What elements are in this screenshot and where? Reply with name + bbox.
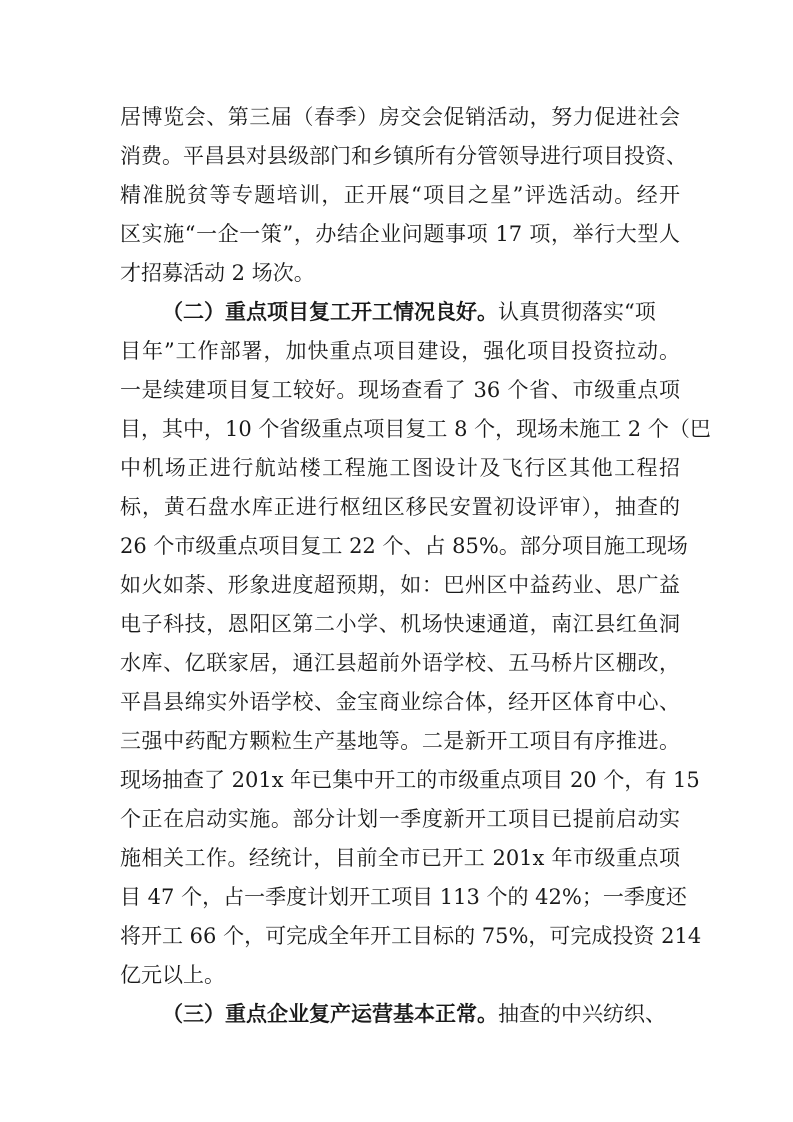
- paragraph-line: 标，黄石盘水库正进行枢纽区移民安置初设评审），抽查的: [120, 495, 680, 519]
- paragraph-line: 三强中药配方颗粒生产基地等。二是新开工项目有序推进。: [120, 729, 680, 753]
- paragraph-line: 平昌县绵实外语学校、金宝商业综合体，经开区体育中心、: [120, 690, 680, 714]
- section-heading-line: [162, 299, 680, 325]
- section-heading-3: （三）重点企业复产运营基本正常。: [162, 1001, 498, 1026]
- paragraph-line: 区实施“一企一策”，办结企业问题事项 17 项，举行大型人: [120, 222, 680, 246]
- section-heading-2: （二）重点项目复工开工情况良好。: [162, 299, 498, 324]
- section-heading-line: [162, 1001, 680, 1027]
- paragraph-line: 精准脱贫等专题培训，正开展“项目之星”评选活动。经开: [120, 183, 680, 207]
- paragraph-line: 现场抽查了 201x 年已集中开工的市级重点项目 20 个，有 15: [120, 768, 700, 792]
- paragraph-line: 居博览会、第三届（春季）房交会促销活动，努力促进社会: [120, 105, 680, 129]
- paragraph-line: 施相关工作。经统计，目前全市已开工 201x 年市级重点项: [120, 846, 680, 870]
- paragraph-line: 26 个市级重点项目复工 22 个、占 85%。部分项目施工现场: [120, 534, 688, 558]
- paragraph-text: 抽查的中兴纺织、: [498, 1002, 666, 1026]
- paragraph-line: 目年”工作部署，加快重点项目建设，强化项目投资拉动。: [120, 339, 680, 363]
- paragraph-line: 目，其中，10 个省级重点项目复工 8 个，现场未施工 2 个（巴: [120, 417, 711, 441]
- paragraph-line: 亿元以上。: [120, 963, 225, 987]
- paragraph-line: 消费。平昌县对县级部门和乡镇所有分管领导进行项目投资、: [120, 144, 687, 168]
- paragraph-line: 目 47 个，占一季度计划开工项目 113 个的 42%；一季度还: [120, 885, 687, 909]
- paragraph-line: 如火如荼、形象进度超预期，如：巴州区中益药业、思广益: [120, 573, 680, 597]
- paragraph-line: 电子科技，恩阳区第二小学、机场快速通道，南江县红鱼洞: [120, 612, 680, 636]
- paragraph-line: 一是续建项目复工较好。现场查看了 36 个省、市级重点项: [120, 378, 680, 402]
- paragraph-text: 认真贯彻落实“项: [498, 300, 656, 324]
- paragraph-line: 将开工 66 个，可完成全年开工目标的 75%，可完成投资 214: [120, 924, 702, 948]
- paragraph-line: 水库、亿联家居，通江县超前外语学校、五马桥片区棚改，: [120, 651, 680, 675]
- paragraph-line: 中机场正进行航站楼工程施工图设计及飞行区其他工程招: [120, 456, 680, 480]
- paragraph-line: 个正在启动实施。部分计划一季度新开工项目已提前启动实: [120, 807, 680, 831]
- paragraph-line: 才招募活动 2 场次。: [120, 261, 315, 285]
